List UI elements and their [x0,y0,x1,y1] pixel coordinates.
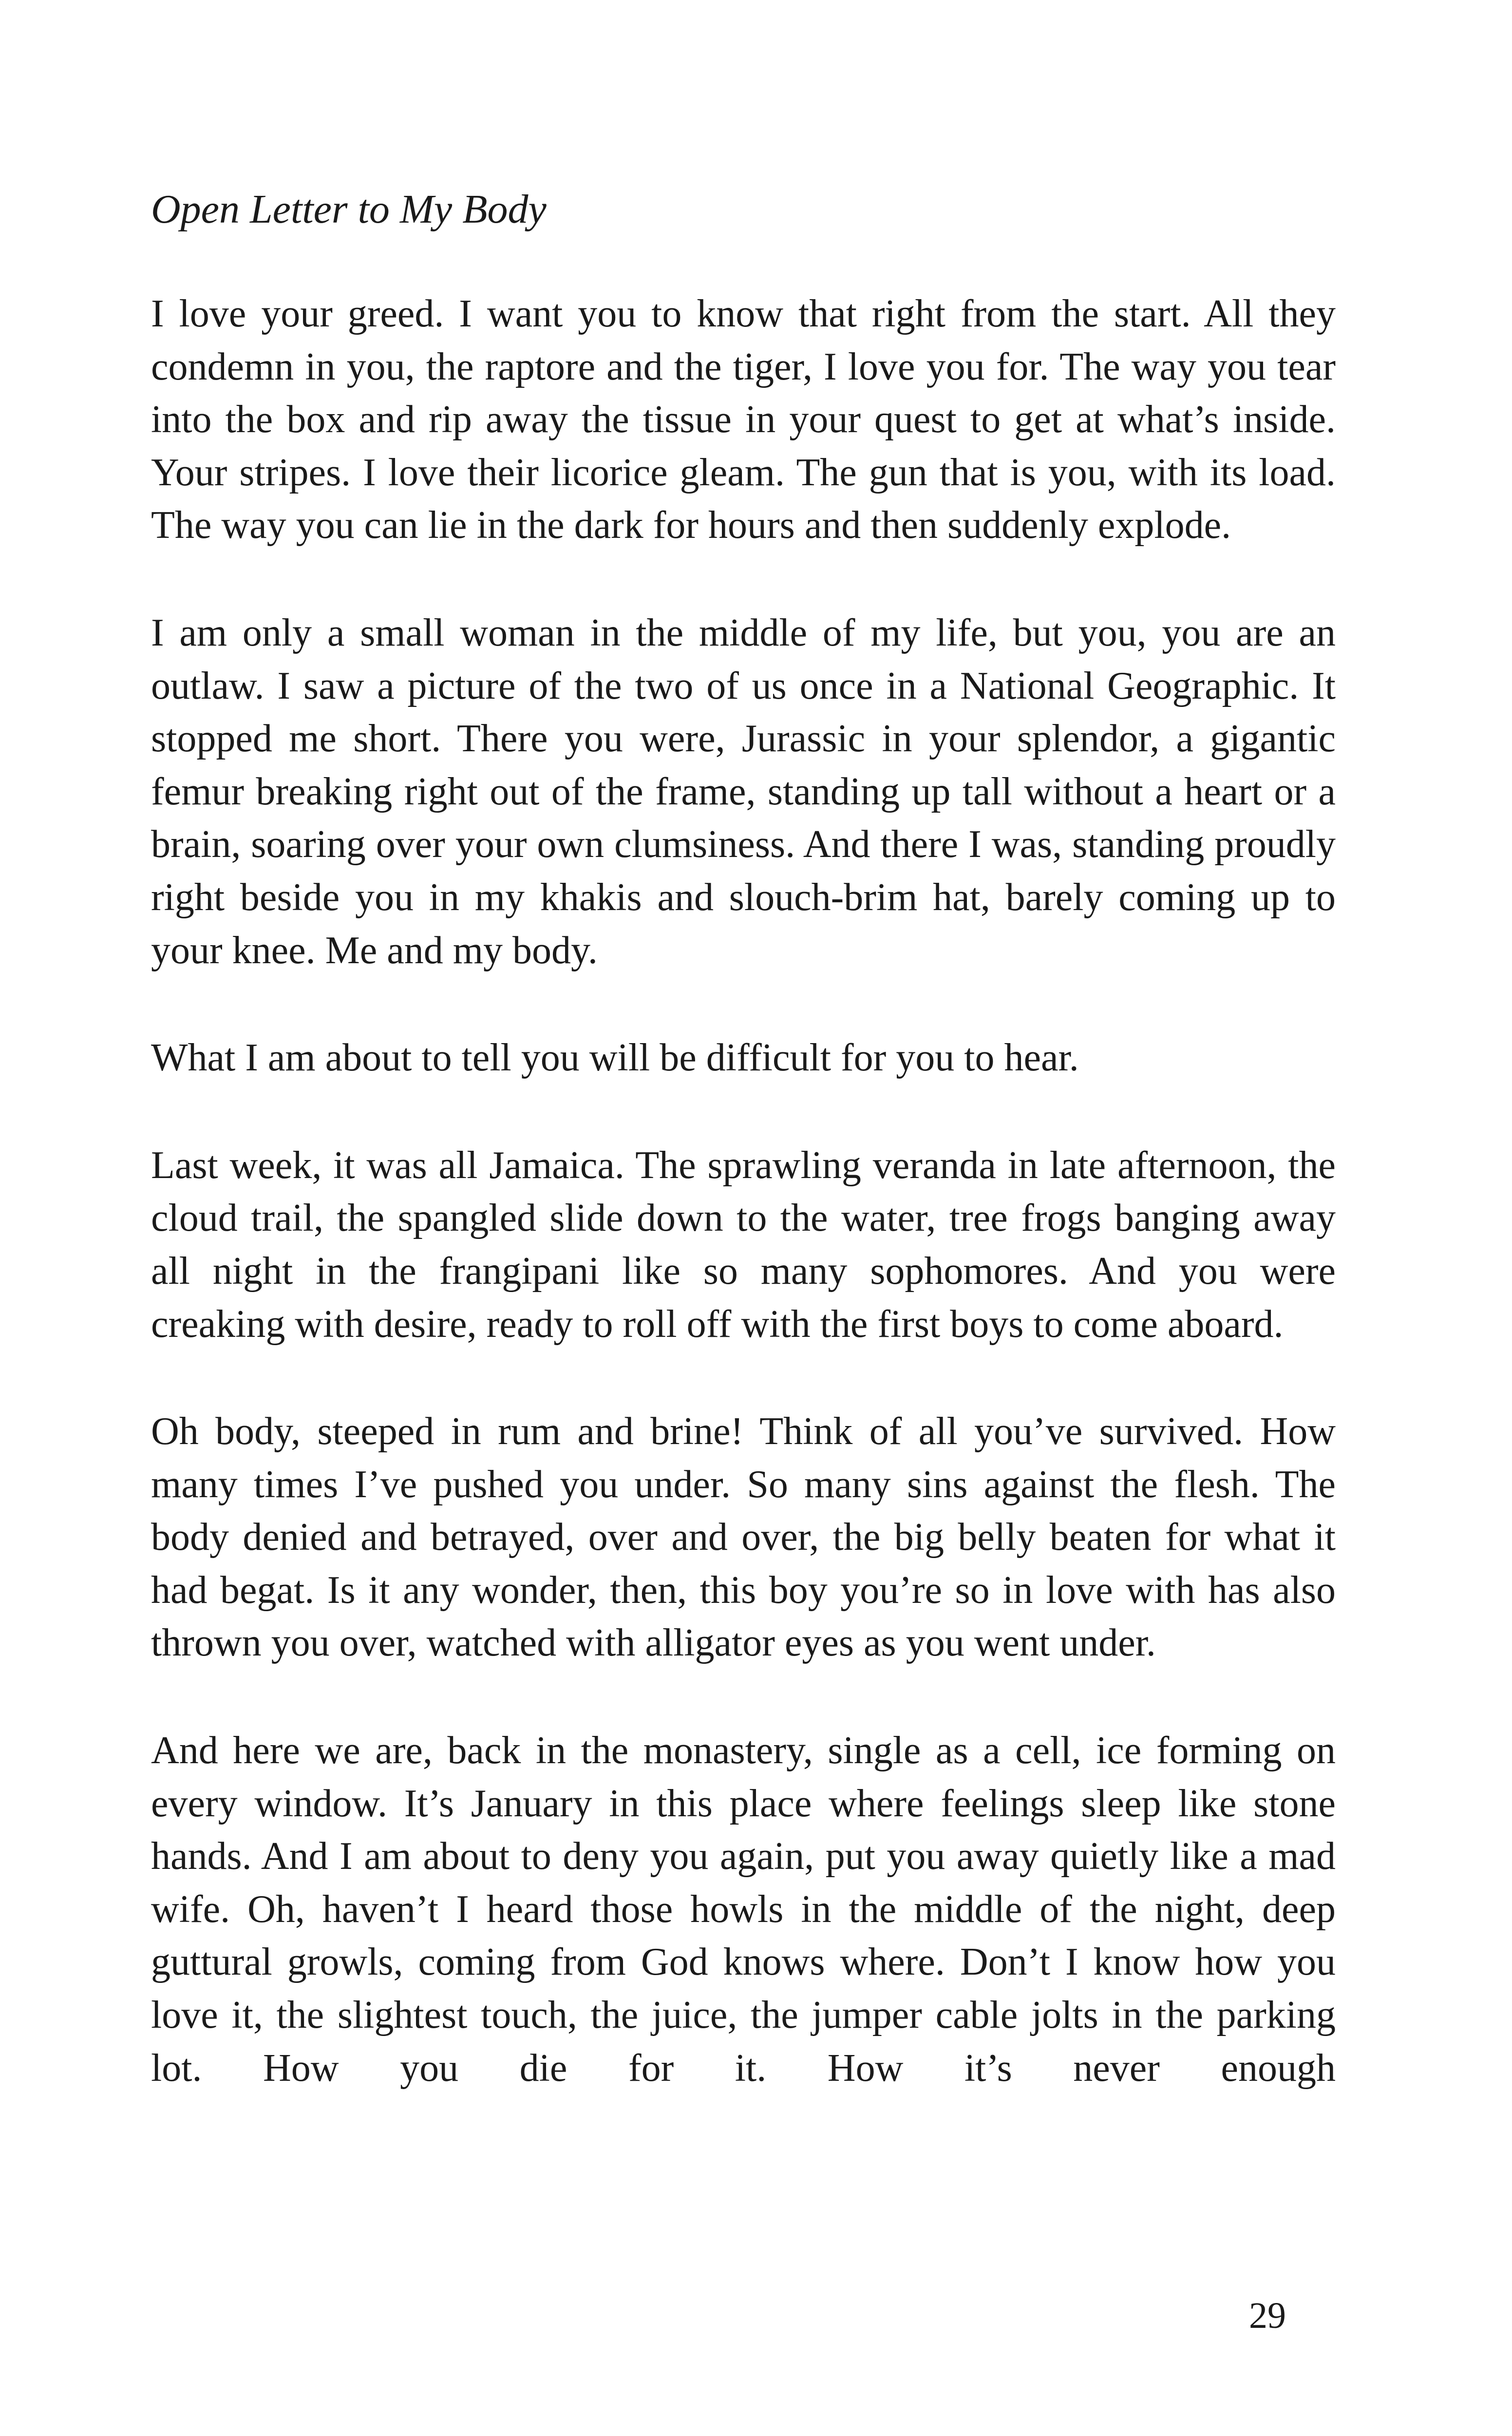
body-text [151,287,1336,2094]
paragraph-1: I love your greed. I want you to know that right from the start. All they condemn in you, the raptore and the tiger, I love you for. The way you tear into the box and rip away the tissue in your quest to get at what’s inside. Your stripes. I love their licorice gleam. The gun that is you, with its load. The way you can lie in the dark for hours and then suddenly explode. [151,292,1336,547]
page-title: Open Letter to My Body [151,187,547,232]
paragraph-2: I am only a small woman in the middle of my life, but you, you are an outlaw. I saw a picture of the two of us once in a National Geographic. It stopped me short. There you were, Jurassic in your splendor, a gigantic femur breaking right out of the frame, standing up tall without a heart or a brain, soaring over your own clumsiness. And there I was, standing proudly right beside you in my khakis and slouch-brim hat, barely coming up to your knee. Me and my body. [151,611,1336,972]
page-number: 29 [1249,2295,1286,2336]
paragraph-5: Oh body, steeped in rum and brine! Think of all you’ve survived. How many times I’ve pushed you under. So many sins against the flesh. The body denied and betrayed, over and over, the big belly beaten for what it had begat. Is it any wonder, then, this boy you’re so in love with has also thrown you over, watched with alligator eyes as you went under. [151,1410,1336,1665]
paragraph-4: Last week, it was all Jamaica. The sprawling veranda in late afternoon, the cloud trail, the spangled slide down to the water, tree frogs banging away all night in the frangipani like so many sophomores. And you were creaking with desire, ready to roll off with the first boys to come aboard. [151,1143,1336,1346]
paragraph-6: And here we are, back in the monastery, single as a cell, ice forming on every window. It’s January in this place where feelings sleep like stone hands. And I am about to deny you again, put you away quietly like a mad wife. Oh, haven’t I heard those howls in the middle of the night, deep guttural growls, coming from God knows where. Don’t I know how you love it, the slightest touch, the juice, the jumper cable jolts in the parking lot. How you die for it. How it’s never enough [151,1729,1336,2090]
paragraph-3: What I am about to tell you will be difficult for you to hear. [151,1036,1079,1080]
